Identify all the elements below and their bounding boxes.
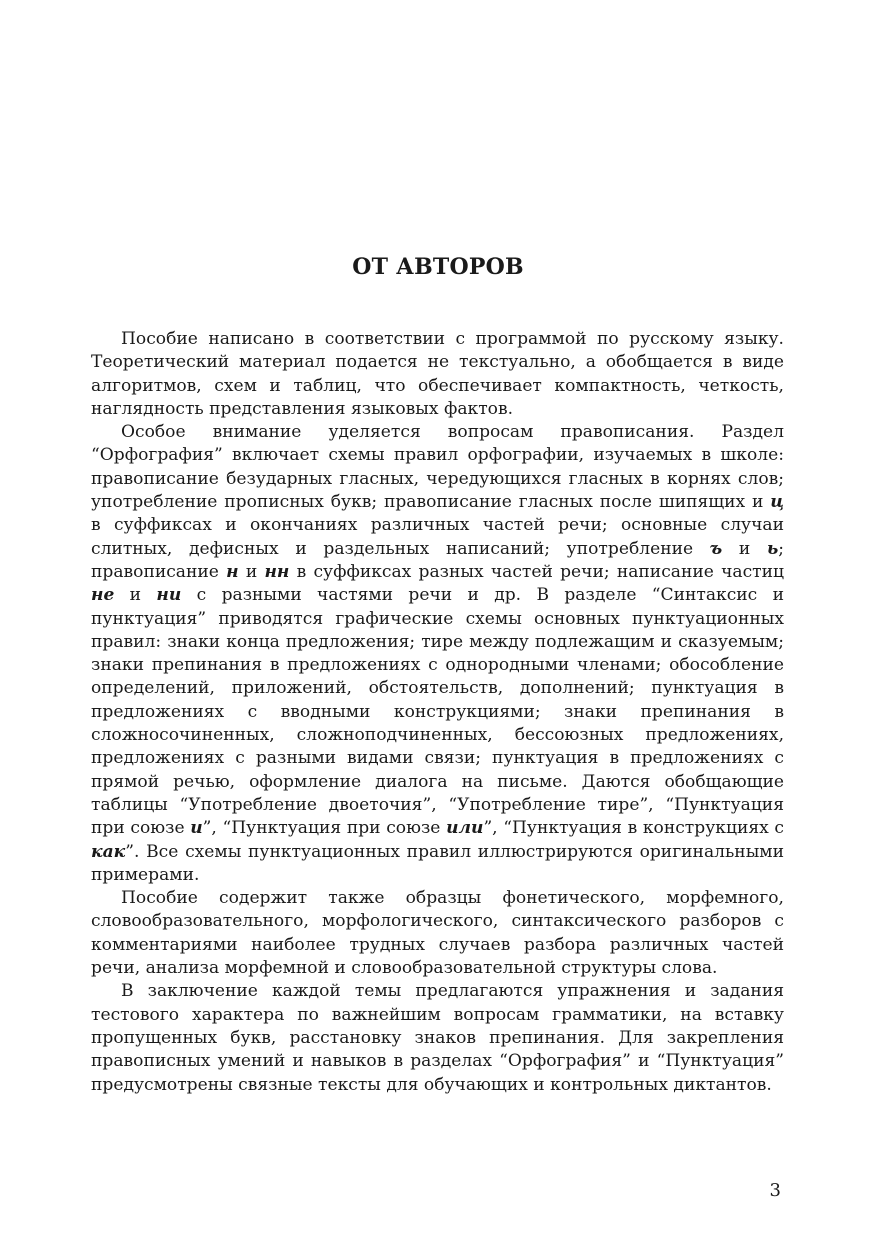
text-segment: Особое внимание уделяется вопросам правописания. Раздел “Орфография” включает схемы правил орфографии, изучаемых в школе: правописание безударных гласных, чередующихся гласных в корнях слов; употребление прописных букв; правописание гласных после шипящих и (91, 422, 784, 513)
text-segment: и (238, 561, 265, 582)
emphasized-particle: не (91, 585, 115, 606)
body-text (91, 328, 784, 1097)
page-title: ОТ АВТОРОВ (352, 254, 524, 280)
text-segment: Пособие содержит также образцы фонетического, морфемного, словообразовательного, морфологического, синтаксического разборов с комментариями наиболее трудных случаев разбора различных частей речи, анализа морфемной и словообразовательной структуры слова. (91, 888, 784, 979)
text-segment: Пособие написано в соответствии с программой по русскому языку. Теоретический материал подается не текстуально, а обобщается в виде алгоритмов, схем и таблиц, что обеспечивает компактность, четкость, наглядность представления языковых фактов. (91, 329, 784, 419)
paragraph (91, 887, 784, 980)
text-segment: ”, “Пунктуация в конструкциях с (483, 818, 784, 839)
emphasized-particle: ни (156, 585, 182, 606)
emphasized-conjunction: или (446, 818, 484, 839)
text-segment: и (722, 538, 767, 559)
text-segment: В заключение каждой темы предлагаются упражнения и задания тестового характера по важнейшим вопросам грамматики, на вставку пропущенных букв, расстановку знаков препинания. Для закрепления правописных умений и навыков в разделах “Орфография” и “Пунктуация” предусмотрены связные тексты для обучающих и контрольных диктантов. (91, 981, 784, 1095)
emphasized-letter: ъ (709, 538, 723, 559)
text-segment: в суффиксах и окончаниях различных частей речи; основные случаи слитных, дефисных и раздельных написаний; употребление (91, 515, 784, 559)
emphasized-letter: н (226, 561, 239, 582)
paragraph (91, 980, 784, 1096)
text-segment: с разными частями речи и др. В разделе “Синтаксис и пунктуация” приводятся графические схемы основных пунктуационных правил: знаки конца предложения; тире между подлежащим и сказуемым; знаки препинания в предложениях с однородными членами; обособление определений, приложений, обстоятельств, дополнений; пунктуация в предложениях с вводными конструкциями; знаки препинания в сложносочиненных, сложноподчиненных, бессоюзных предложениях, предложениях с разными видами связи; пунктуация в предложениях с прямой речью, оформление диалога на письме. Даются обобщающие таблицы “Употребление двоеточия”, “Употребление тире”, “Пунктуация при союзе (91, 585, 784, 839)
text-segment: в суффиксах разных частей речи; написание частиц (289, 561, 785, 582)
emphasized-letter: ь (766, 538, 779, 559)
page-number: 3 (769, 1180, 781, 1201)
paragraph (91, 421, 784, 887)
text-segment: и (114, 585, 157, 606)
emphasized-conjunction: и (190, 818, 203, 839)
text-segment: ; правописание (91, 538, 784, 582)
emphasized-conjunction: как (91, 841, 126, 862)
emphasized-letter: нн (264, 561, 290, 582)
text-segment: ”, “Пунктуация при союзе (202, 818, 447, 839)
paragraph (91, 328, 784, 421)
emphasized-letter: ц (770, 492, 784, 513)
text-segment: ”. Все схемы пунктуационных правил иллюстрируются оригинальными примерами. (91, 841, 784, 885)
